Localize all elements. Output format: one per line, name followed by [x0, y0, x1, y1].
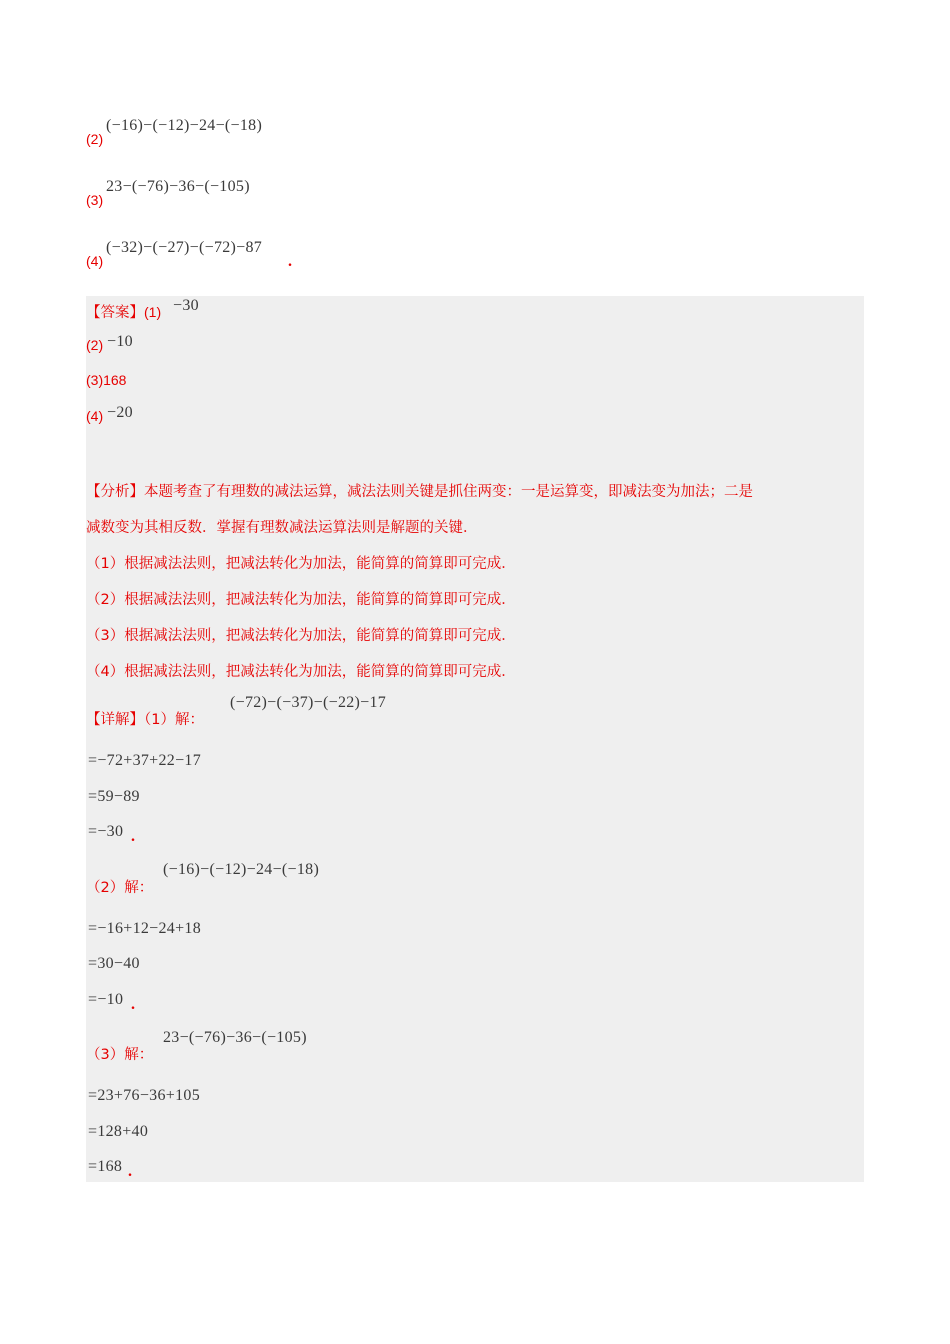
question-2-label: (2): [86, 131, 104, 147]
detail-3-line-2: =128+40: [88, 1123, 149, 1140]
question-4-period: .: [288, 253, 292, 270]
analysis-step-1: （1）根据减法法则，把减法转化为加法，能简算的简算即可完成．: [86, 556, 516, 572]
detail-1-period: .: [131, 828, 135, 845]
answer-2-label: (2): [86, 337, 104, 353]
analysis-line-2: 减数变为其相反数．掌握有理数减法运算法则是解题的关键．: [86, 520, 478, 536]
detail-2-line-3: =−10: [88, 991, 124, 1008]
question-4-label: (4): [86, 253, 104, 269]
answer-tag: 【答案】: [86, 305, 144, 321]
answer-1-label: (1): [144, 304, 162, 320]
detail-1-label: （1）解：: [144, 712, 204, 728]
question-3-expression: 23−(−76)−36−(−105): [106, 178, 250, 195]
answer-1-value: −30: [173, 297, 199, 314]
detail-3-expression: 23−(−76)−36−(−105): [163, 1029, 307, 1046]
analysis-line-1: 【分析】本题考查了有理数的减法运算，减法法则关键是抓住两变：一是运算变，即减法变为加法；二是: [86, 484, 753, 500]
detail-2-line-1: =−16+12−24+18: [88, 920, 202, 937]
detail-3-period: .: [128, 1163, 132, 1180]
detail-1-line-2: =59−89: [88, 788, 140, 805]
detail-1-expression: (−72)−(−37)−(−22)−17: [230, 694, 387, 711]
detail-3-label: （3）解：: [86, 1047, 154, 1063]
detail-3-line-1: =23+76−36+105: [88, 1087, 200, 1104]
detail-tag: 【详解】: [86, 712, 144, 728]
question-3-label: (3): [86, 192, 104, 208]
detail-part-1-label: [86, 708, 204, 729]
detail-2-label: （2）解：: [86, 880, 154, 896]
answer-2-value: −10: [107, 333, 133, 350]
analysis-step-2: （2）根据减法法则，把减法转化为加法，能简算的简算即可完成．: [86, 592, 516, 608]
question-4-expression: (−32)−(−27)−(−72)−87: [106, 239, 263, 256]
answer-4-label: (4): [86, 408, 104, 424]
answer-3-label: (3)168: [86, 372, 127, 388]
detail-3-line-3: =168: [88, 1158, 123, 1175]
detail-1-line-3: =−30: [88, 823, 124, 840]
answer-4-value: −20: [107, 404, 133, 421]
detail-2-period: .: [131, 996, 135, 1013]
detail-2-line-2: =30−40: [88, 955, 140, 972]
analysis-step-4: （4）根据减法法则，把减法转化为加法，能简算的简算即可完成．: [86, 664, 516, 680]
detail-2-expression: (−16)−(−12)−24−(−18): [163, 861, 320, 878]
solution-panel: [86, 296, 864, 1182]
question-2-expression: (−16)−(−12)−24−(−18): [106, 117, 263, 134]
detail-1-line-1: =−72+37+22−17: [88, 752, 202, 769]
answer-line-1: [86, 301, 161, 322]
analysis-step-3: （3）根据减法法则，把减法转化为加法，能简算的简算即可完成．: [86, 628, 516, 644]
